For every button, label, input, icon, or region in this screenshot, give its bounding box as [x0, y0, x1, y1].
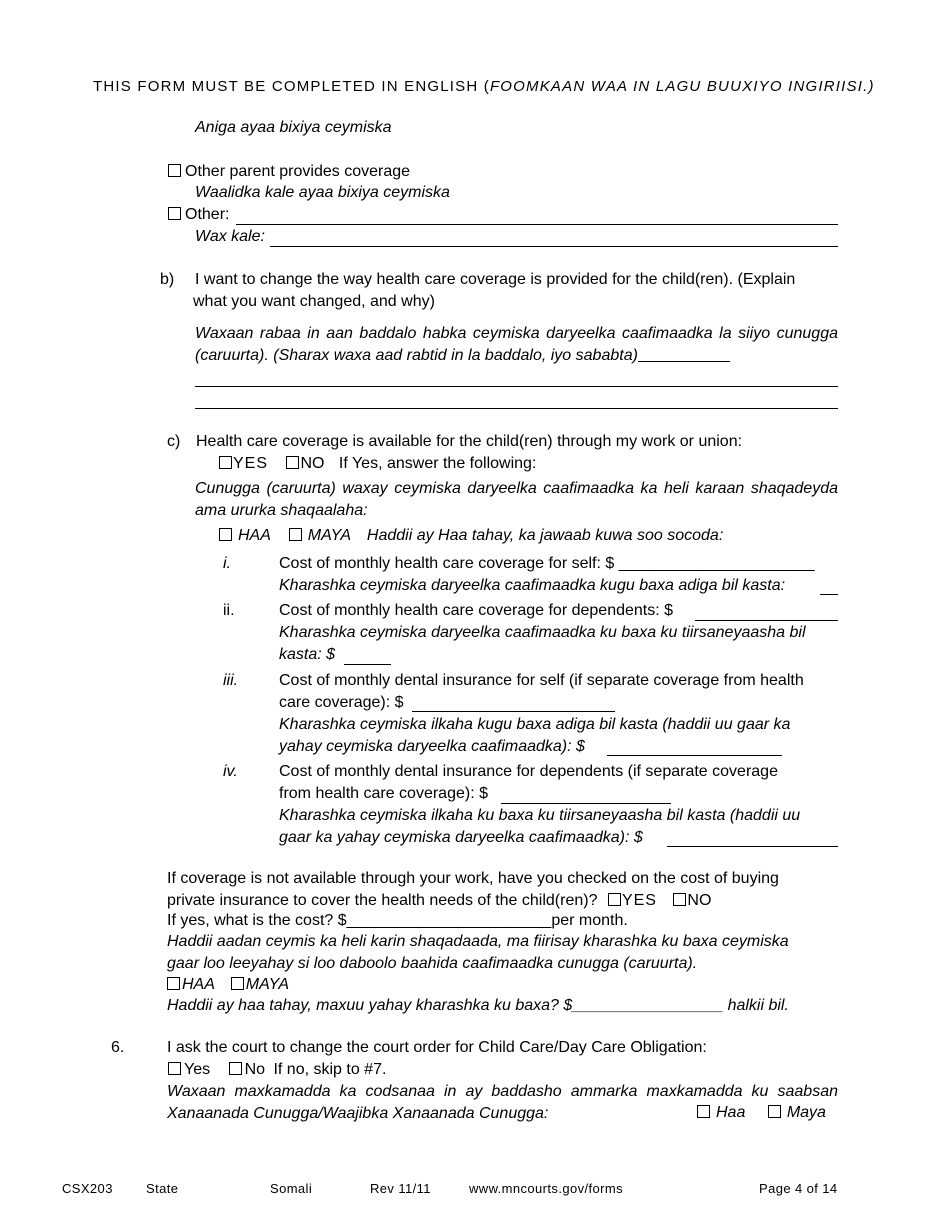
item-ii-somali-input[interactable]	[344, 664, 391, 665]
item-iv-somali-1: Kharashka ceymiska ilkaha ku baxa ku tiirsaneyaasha bil kasta (haddii uu	[279, 807, 801, 824]
section-b-line1: I want to change the way health care coverage is provided for the child(ren). (Explain	[195, 271, 796, 288]
section-b-input-line[interactable]	[638, 345, 730, 362]
private-line2	[167, 891, 711, 911]
item-iv-english-2: from health care coverage): $	[279, 785, 488, 802]
item-i-somali-input[interactable]	[820, 594, 838, 595]
private-cost-field[interactable]: If yes, what is the cost? $_______________________	[167, 912, 552, 929]
other-somali-label: Wax kale:	[195, 228, 265, 245]
private-cost	[167, 911, 628, 931]
private-line2-text: private insurance to cover the health needs of the child(ren)?	[167, 892, 598, 909]
private-cost-suffix: per month.	[551, 912, 628, 929]
item-iii-english-2: care coverage): $	[279, 694, 404, 711]
other-parent-label: Other parent provides coverage	[185, 163, 411, 180]
form-header	[93, 77, 875, 97]
other-somali-input-line[interactable]	[270, 246, 838, 247]
item-iii-english-1: Cost of monthly dental insurance for self (if separate coverage from health	[279, 672, 804, 689]
item-ii-somali-2: kasta: $	[279, 646, 336, 663]
private-yes-label: YES	[621, 892, 657, 909]
q6-yes-checkbox[interactable]	[168, 1062, 181, 1075]
private-no-checkbox[interactable]	[673, 893, 686, 906]
section-b-line-3[interactable]	[195, 408, 838, 409]
item-iii-input[interactable]	[412, 711, 615, 712]
q6-maya-label: Maya	[786, 1104, 826, 1121]
section-b-letter: b)	[160, 271, 175, 288]
item-iv-english-1: Cost of monthly dental insurance for dependents (if separate coverage	[279, 763, 778, 780]
other-input-line[interactable]	[236, 224, 838, 225]
item-i-somali: Kharashka ceymiska daryeelka caafimaadka kugu baxa adiga bil kasta:	[279, 577, 786, 594]
footer-language: Somali	[270, 1181, 313, 1196]
section-c-haa-label: HAA	[238, 527, 271, 544]
item-iii-number: iii.	[223, 672, 239, 689]
private-haa-maya	[167, 975, 289, 995]
q6-haa-maya	[693, 1103, 826, 1123]
q6-skip: If no, skip to #7.	[273, 1061, 387, 1078]
private-maya-checkbox[interactable]	[231, 977, 244, 990]
other-parent-checkbox[interactable]	[168, 164, 181, 177]
header-english: THIS FORM MUST BE COMPLETED IN ENGLISH (	[93, 78, 490, 95]
section-c-haa-checkbox[interactable]	[219, 528, 232, 541]
item-ii-english: Cost of monthly health care coverage for dependents: $	[279, 602, 674, 619]
section-c-yes-label: YES	[233, 455, 269, 472]
footer-form-id: CSX203	[62, 1181, 113, 1196]
section-c-maya-checkbox[interactable]	[289, 528, 302, 541]
section-c-letter: c)	[167, 433, 181, 450]
item-iv-number: iv.	[223, 763, 238, 780]
other-checkbox[interactable]	[168, 207, 181, 220]
section-c-if-yes: If Yes, answer the following:	[338, 455, 537, 472]
item-iv-input[interactable]	[501, 803, 671, 804]
section-b-somali	[195, 323, 838, 367]
item-iv-somali-2: gaar ka yahay ceymiska daryeelka caafimaadka): $	[279, 829, 643, 846]
section-c-somali-if-yes: Haddii ay Haa tahay, ka jawaab kuwa soo socoda:	[366, 527, 724, 544]
q6-somali-text: Waxaan maxkamadda ka codsanaa in ay baddasho ammarka maxkamadda ku saabsan Xanaanada Cunugga/Waajibka Xanaanada Cunugga:	[167, 1083, 838, 1122]
private-somali-cost-suffix: halkii bil.	[727, 997, 789, 1014]
section-c-somali: Cunugga (caruurta) waxay ceymiska daryeelka caafimaadka ka heli karaan shaqadeyda ama ururka shaqaalaha:	[195, 480, 838, 519]
section-c-haa-maya	[219, 526, 723, 546]
private-somali-cost-field[interactable]: Haddii ay haa tahay, maxuu yahay kharashka ku baxa? $_________________	[167, 997, 724, 1014]
section-c-no-checkbox[interactable]	[286, 456, 299, 469]
section-b-line-2[interactable]	[195, 386, 838, 387]
private-no-label: NO	[687, 892, 712, 909]
item-ii-input[interactable]	[695, 620, 838, 621]
private-haa-checkbox[interactable]	[167, 977, 180, 990]
private-line1: If coverage is not available through your work, have you checked on the cost of buying	[167, 870, 779, 887]
other-option	[168, 205, 229, 225]
footer-revision: Rev 11/11	[370, 1181, 431, 1196]
item-iii-somali-input[interactable]	[607, 755, 782, 756]
item-i-english: Cost of monthly health care coverage for self: $ ______________________	[279, 555, 815, 572]
item-iv-somali-input[interactable]	[667, 846, 838, 847]
other-parent-option	[168, 162, 410, 182]
footer-state: State	[146, 1181, 179, 1196]
q6-yes-label: Yes	[184, 1061, 211, 1078]
private-yes-checkbox[interactable]	[608, 893, 621, 906]
self-coverage-somali: Aniga ayaa bixiya ceymiska	[195, 119, 392, 136]
q6-maya-checkbox[interactable]	[768, 1105, 781, 1118]
section-c-yes-checkbox[interactable]	[219, 456, 232, 469]
section-c-no-label: NO	[300, 455, 325, 472]
private-somali-2: gaar loo leeyahay si loo daboolo baahida caafimaadka cunugga (caruurta).	[167, 955, 698, 972]
q6-yes-no	[168, 1060, 386, 1080]
q6-haa-label: Haa	[716, 1104, 746, 1121]
q6-no-label: No	[244, 1061, 266, 1078]
section-c-yes-no	[219, 454, 536, 474]
q6-number: 6.	[111, 1039, 125, 1056]
q6-text: I ask the court to change the court order for Child Care/Day Care Obligation:	[167, 1039, 707, 1056]
item-ii-somali-1: Kharashka ceymiska daryeelka caafimaadka ku baxa ku tiirsaneyaasha bil	[279, 624, 806, 641]
item-ii-number: ii.	[223, 602, 235, 619]
other-parent-somali: Waalidka kale ayaa bixiya ceymiska	[195, 184, 450, 201]
other-label: Other:	[185, 206, 230, 223]
private-somali-1: Haddii aadan ceymis ka heli karin shaqadaada, ma fiirisay kharashka ku baxa ceymiska	[167, 933, 789, 950]
section-c-line1: Health care coverage is available for the child(ren) through my work or union:	[196, 433, 743, 450]
footer-page-number: Page 4 of 14	[759, 1181, 838, 1196]
section-c-maya-label: MAYA	[307, 527, 351, 544]
footer-url[interactable]: www.mncourts.gov/forms	[469, 1181, 624, 1196]
item-iii-somali-1: Kharashka ceymiska ilkaha kugu baxa adiga bil kasta (haddii uu gaar ka	[279, 716, 791, 733]
q6-haa-checkbox[interactable]	[697, 1105, 710, 1118]
q6-no-checkbox[interactable]	[229, 1062, 242, 1075]
item-i-number: i.	[223, 555, 231, 572]
private-somali-cost	[167, 996, 789, 1016]
private-maya-label: MAYA	[245, 976, 290, 993]
section-b-line2: what you want changed, and why)	[193, 293, 435, 310]
section-b-somali-text: Waxaan rabaa in aan baddalo habka ceymiska daryeelka caafimaadka la siiyo cunugga (caruurta). (Sharax waxa aad rabtid in la baddalo, iyo sababta)	[195, 325, 838, 364]
item-iii-somali-2: yahay ceymiska daryeelka caafimaadka): $	[279, 738, 585, 755]
header-somali: FOOMKAAN WAA IN LAGU BUUXIYO INGIRIISI.)	[489, 78, 875, 95]
private-haa-label: HAA	[182, 976, 215, 993]
